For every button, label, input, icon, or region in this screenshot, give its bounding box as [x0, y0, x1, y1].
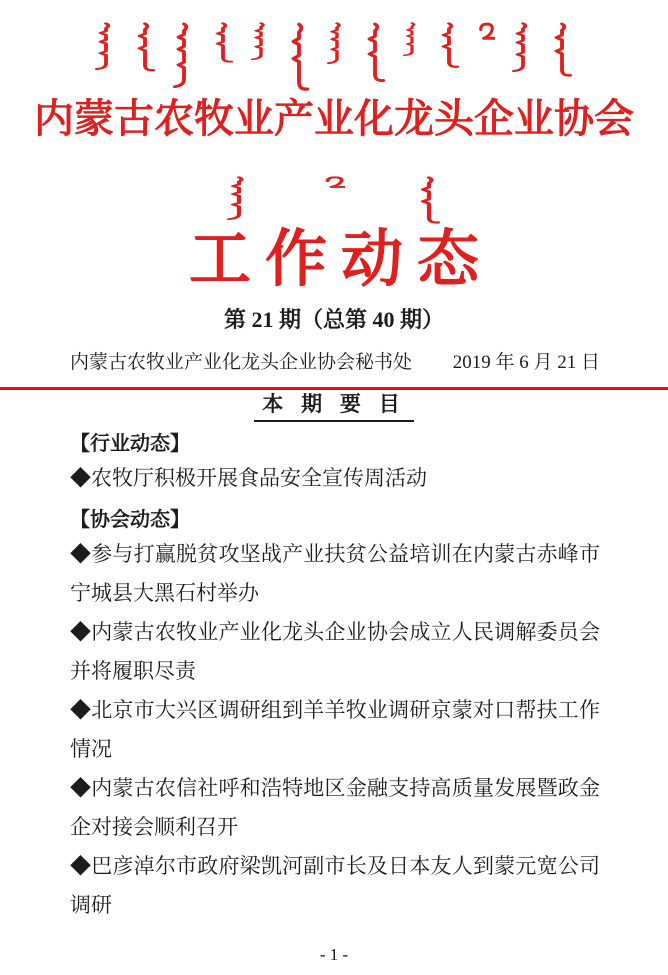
mongolian-glyph-icon: [477, 22, 495, 52]
toc-item: ◆农牧厅积极开展食品安全宣传周活动: [70, 466, 427, 490]
red-divider: [0, 387, 668, 390]
mongolian-script-banner-icon: [0, 22, 668, 90]
mongolian-glyph-icon: [512, 22, 534, 72]
mongolian-glyph-icon: [364, 22, 386, 90]
toc-item: ◆内蒙古农牧业产业化龙头企业协会成立人民调解委员会并将履职尽责: [70, 620, 600, 683]
toc-section-heading-association: 【协会动态】: [70, 509, 190, 531]
publisher-row: [0, 350, 668, 375]
mongolian-glyph-icon: [173, 22, 195, 88]
toc-title: 本 期 要 目: [254, 392, 414, 422]
mongolian-glyph-icon: [417, 176, 441, 230]
issue-line: 第 21 期（总第 40 期）: [223, 307, 444, 332]
publisher: 内蒙古农牧业产业化龙头企业协会秘书处: [70, 352, 413, 373]
toc-item: ◆内蒙古农信社呼和浩特地区金融支持高质量发展暨政金企对接会顺利召开: [70, 776, 600, 839]
bulletin-title: 工作动态: [188, 226, 493, 294]
mongolian-glyph-icon: [327, 22, 347, 64]
mongolian-glyph-icon: [323, 176, 345, 196]
mongolian-glyph-icon: [288, 22, 310, 100]
toc-title-row: [0, 392, 668, 422]
mongolian-glyph-icon: [134, 22, 156, 78]
mongolian-glyph-icon: [403, 22, 421, 56]
toc-item: ◆北京市大兴区调研组到羊羊牧业调研京蒙对口帮扶工作情况: [70, 698, 600, 761]
mongolian-glyph-icon: [251, 22, 271, 60]
mongolian-glyph-icon: [227, 176, 251, 220]
bulletin-page: [0, 22, 668, 975]
toc-section-heading-industry: 【行业动态】: [70, 433, 190, 455]
toc-item: ◆参与打赢脱贫攻坚战产业扶贫公益培训在内蒙古赤峰市宁城县大黑石村举办: [70, 542, 600, 605]
publish-date: 2019 年 6 月 21 日: [452, 352, 600, 373]
mongolian-glyph-icon: [212, 22, 234, 68]
mongolian-glyph-icon: [95, 22, 117, 70]
page-number: - 1 -: [319, 945, 349, 964]
association-name: 内蒙古农牧业产业化龙头企业协会: [34, 96, 634, 141]
toc-item: ◆巴彦淖尔市政府梁凯河副市长及日本友人到蒙元宽公司调研: [70, 854, 600, 917]
toc-list: [0, 429, 668, 925]
mongolian-glyph-icon: [551, 22, 573, 84]
mongolian-script-subtitle-icon: [0, 176, 668, 230]
mongolian-glyph-icon: [438, 22, 460, 74]
